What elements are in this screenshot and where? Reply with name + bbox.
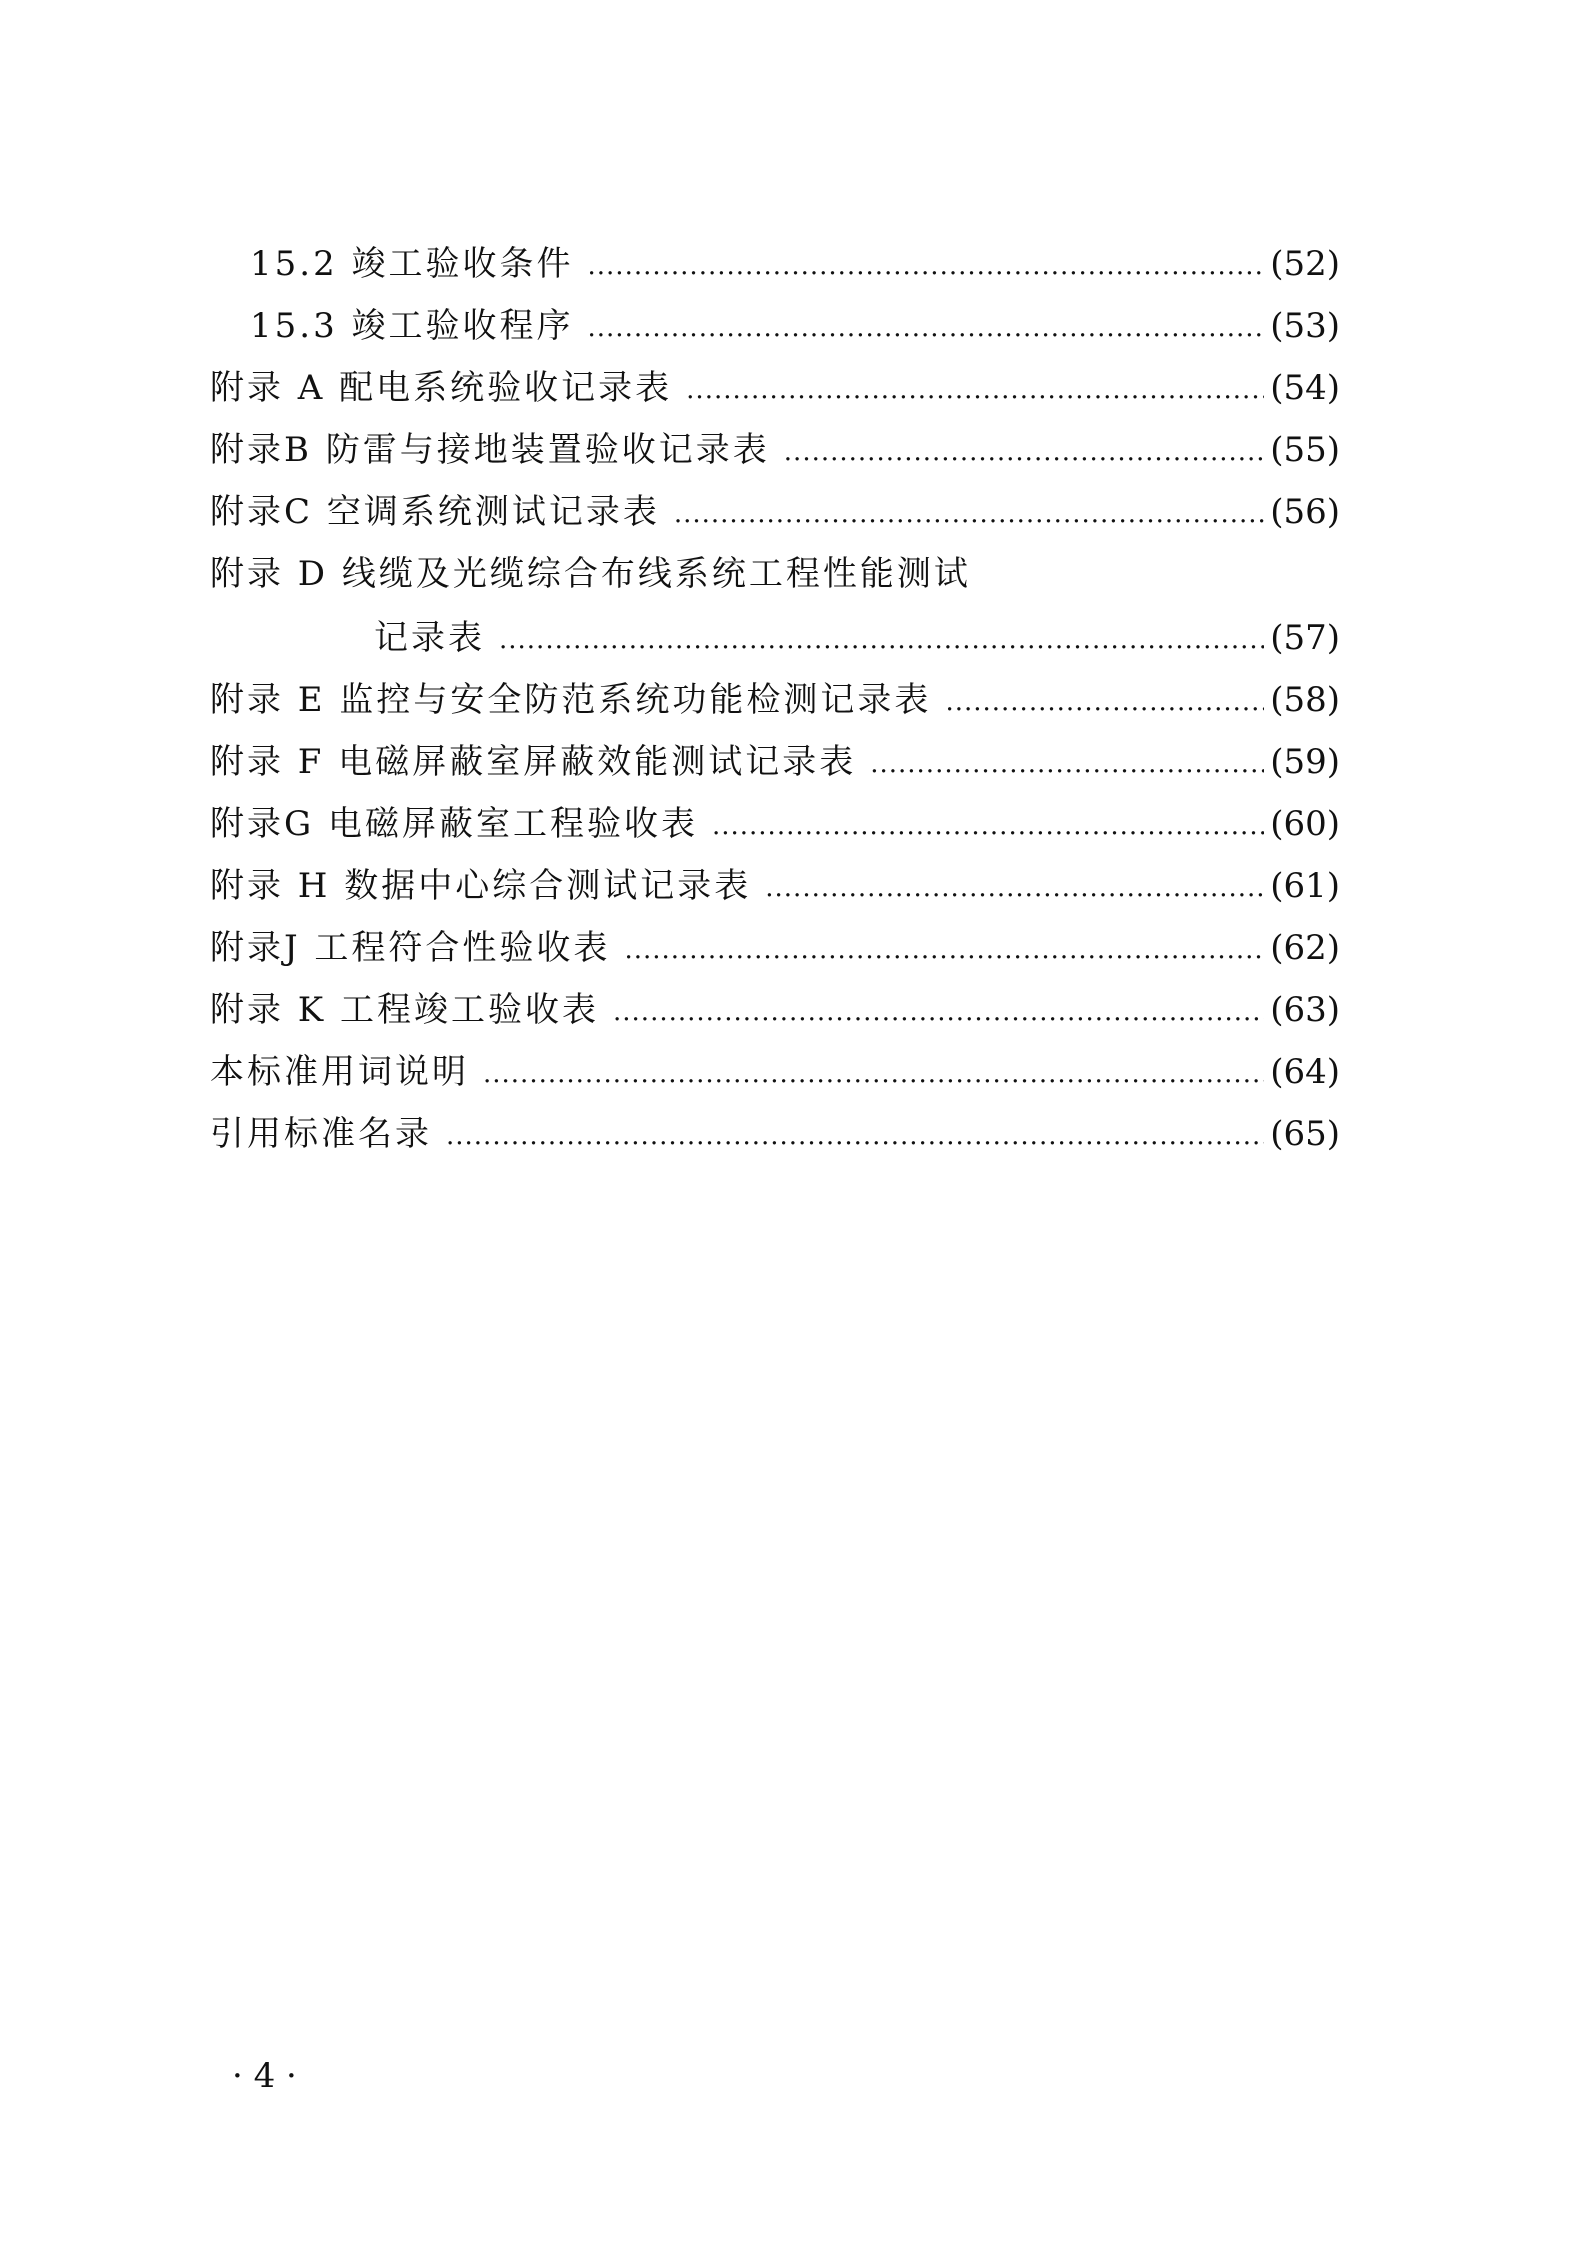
toc-entry-appendix-e[interactable] [210,672,1340,722]
toc-entry-page: (55) [1270,430,1340,470]
toc-entry-label: 15.3 竣工验收程序 [250,306,574,346]
toc-entry-label: 附录 E 监控与安全防范系统功能检测记录表 [210,680,932,720]
dot-leader [945,692,1264,712]
toc-entry-page: (60) [1270,804,1340,844]
dot-leader [686,380,1264,400]
dot-leader [870,754,1264,774]
dot-leader [784,442,1264,462]
toc-entry-label: 引用标准名录 [210,1114,432,1154]
toc-entry-label: 附录 K 工程竣工验收表 [210,990,600,1030]
toc-entry-page: (58) [1270,680,1340,720]
toc-entry-terms-explanation[interactable] [210,1044,1340,1094]
toc-entry-page: (62) [1270,928,1340,968]
dot-leader [588,318,1265,338]
toc-entry-label: 附录 F 电磁屏蔽室屏蔽效能测试记录表 [210,742,857,782]
toc-entry-page: (61) [1270,866,1340,906]
dot-leader [499,630,1264,650]
toc-entry-appendix-b[interactable] [210,422,1340,472]
toc-entry-page: (59) [1270,742,1340,782]
dot-leader [674,504,1264,524]
dot-leader [624,940,1264,960]
toc-entry-label: 本标准用词说明 [210,1052,469,1092]
toc-entry-page: (56) [1270,492,1340,532]
toc-entry-appendix-d-title[interactable]: 附录 D 线缆及光缆综合布线系统工程性能测试 [210,554,971,594]
toc-entry-page: (53) [1270,306,1340,346]
toc-entry-cited-standards[interactable] [210,1106,1340,1156]
toc-entry-label: 附录B 防雷与接地装置验收记录表 [210,430,770,470]
toc-entry-page: (65) [1270,1114,1340,1154]
toc-entry-appendix-g[interactable] [210,796,1340,846]
toc-entry-label: 15.2 竣工验收条件 [250,244,574,284]
dot-leader [613,1002,1264,1022]
toc-entry-page: (52) [1270,244,1340,284]
toc-entry-page: (63) [1270,990,1340,1030]
toc-entry-appendix-d[interactable] [374,610,1340,660]
page-number: · 4 · [232,2056,297,2096]
dot-leader [446,1126,1264,1146]
toc-entry-appendix-h[interactable] [210,858,1340,908]
toc-entry-label: 附录G 电磁屏蔽室工程验收表 [210,804,698,844]
toc-entry-15-3[interactable] [250,298,1340,348]
toc-entry-15-2[interactable] [250,236,1340,286]
toc-entry-label: 记录表 [374,618,485,658]
toc-entry-appendix-j[interactable] [210,920,1340,970]
toc-entry-appendix-f[interactable] [210,734,1340,784]
toc-entry-appendix-k[interactable] [210,982,1340,1032]
dot-leader [712,816,1264,836]
toc-entry-appendix-c[interactable] [210,484,1340,534]
dot-leader [483,1064,1264,1084]
dot-leader [588,256,1265,276]
toc-entry-appendix-a[interactable] [210,360,1340,410]
dot-leader [765,878,1264,898]
toc-entry-page: (64) [1270,1052,1340,1092]
toc-entry-label: 附录 H 数据中心综合测试记录表 [210,866,752,906]
toc-entry-label: 附录J 工程符合性验收表 [210,928,611,968]
toc-entry-label: 附录 A 配电系统验收记录表 [210,368,673,408]
toc-entry-label: 附录C 空调系统测试记录表 [210,492,660,532]
toc-entry-page: (54) [1270,368,1340,408]
toc-entry-page: (57) [1270,618,1340,658]
